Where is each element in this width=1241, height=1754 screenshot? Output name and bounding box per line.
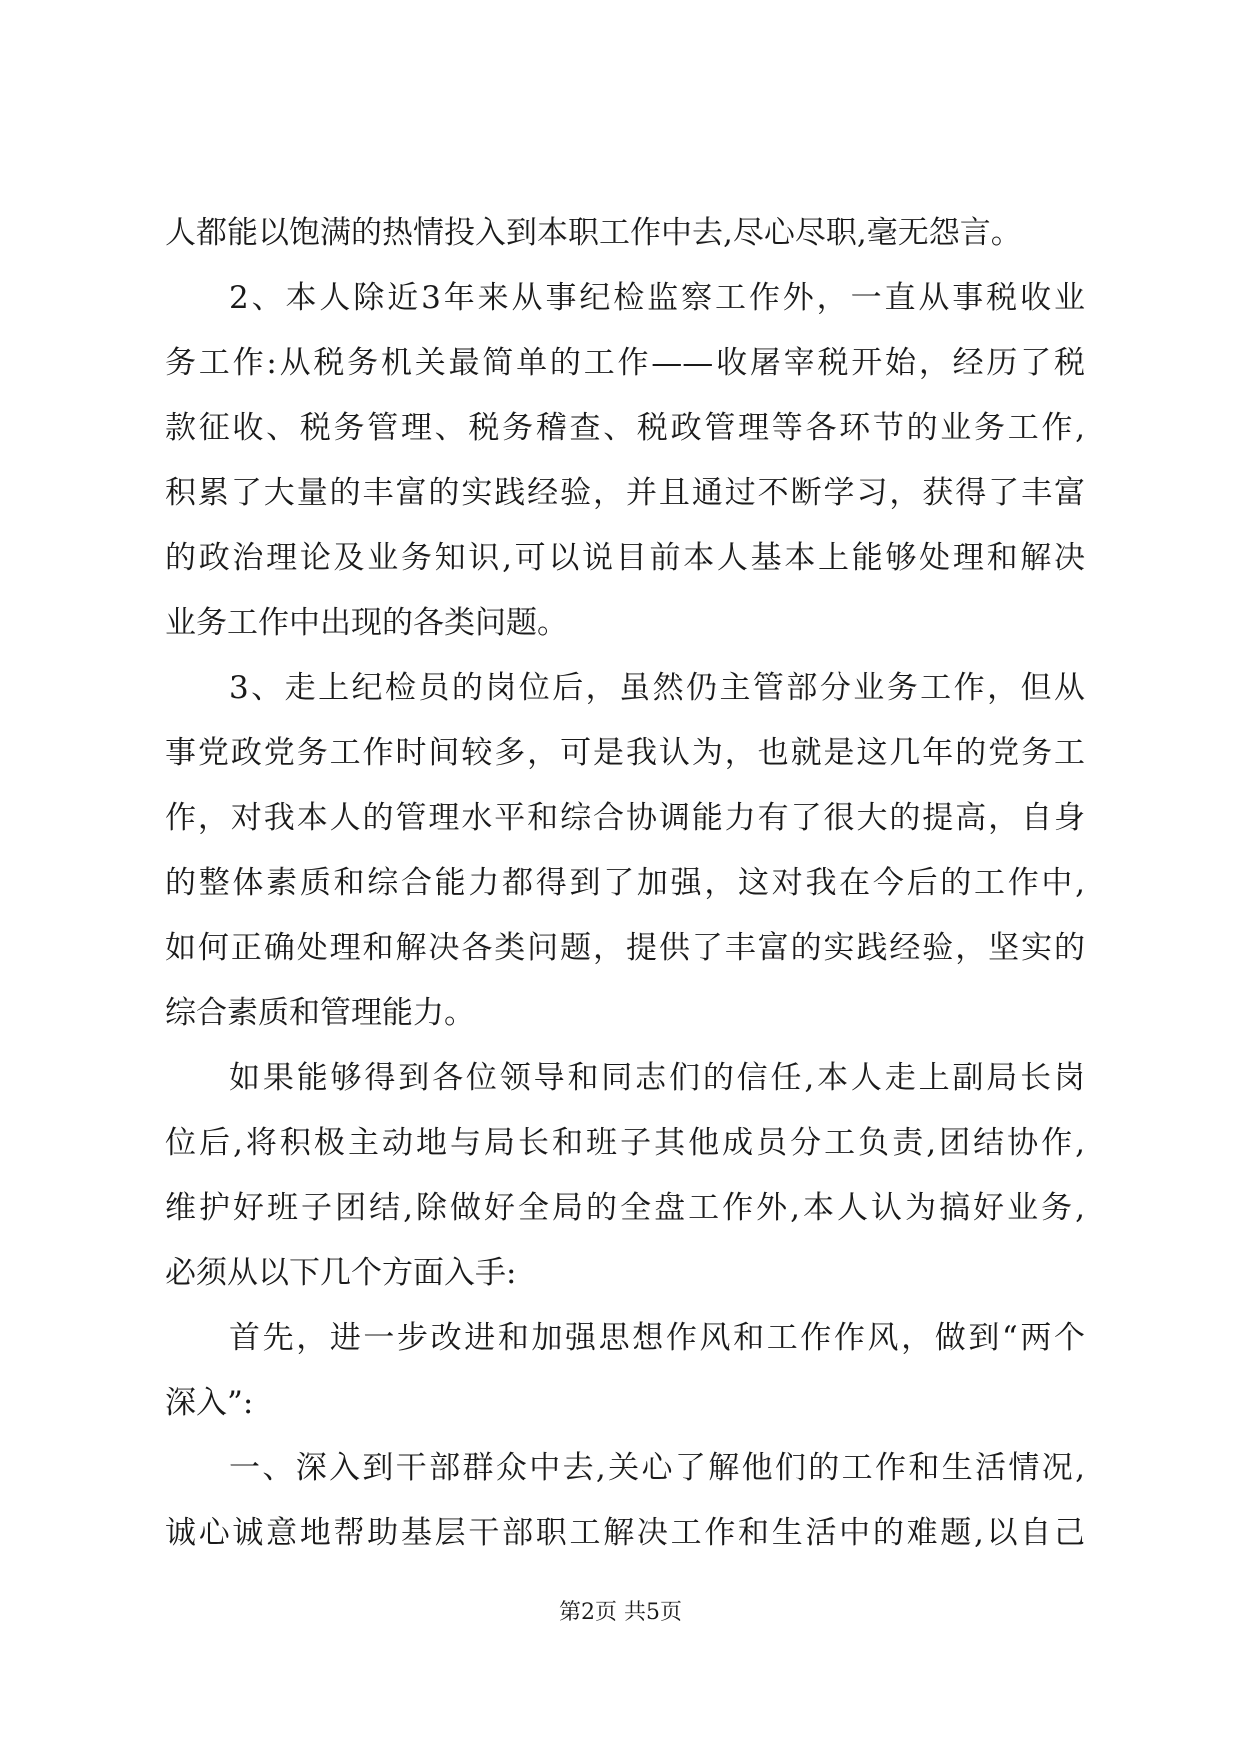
text-line: 必须从以下几个方面入手:	[165, 1255, 517, 1291]
text-line: 的政治理论及业务知识,可以说目前本人基本上能够处理和解决	[165, 540, 1085, 576]
text-line: 的整体素质和综合能力都得到了加强，这对我在今后的工作中,	[165, 865, 1085, 901]
text-line: 如何正确处理和解决各类问题，提供了丰富的实践经验，坚实的	[165, 930, 1085, 966]
text-line: 事党政党务工作时间较多，可是我认为，也就是这几年的党务工	[165, 735, 1085, 771]
text-line: 作，对我本人的管理水平和综合协调能力有了很大的提高，自身	[165, 800, 1085, 836]
text-line: 2、本人除近3年来从事纪检监察工作外，一直从事税收业	[229, 280, 1085, 316]
text-line: 维护好班子团结,除做好全局的全盘工作外,本人认为搞好业务,	[165, 1190, 1085, 1226]
text-line: 3、走上纪检员的岗位后，虽然仍主管部分业务工作，但从	[229, 670, 1085, 706]
text-line: 诚心诚意地帮助基层干部职工解决工作和生活中的难题,以自己	[165, 1515, 1085, 1551]
text-line: 业务工作中出现的各类问题。	[165, 605, 568, 641]
text-line: 积累了大量的丰富的实践经验，并且通过不断学习，获得了丰富	[165, 475, 1085, 511]
text-line: 人都能以饱满的热情投入到本职工作中去,尽心尽职,毫无怨言。	[165, 215, 1022, 251]
text-line: 款征收、税务管理、税务稽查、税政管理等各环节的业务工作,	[165, 410, 1085, 446]
text-line: 综合素质和管理能力。	[165, 995, 475, 1031]
text-line: 位后,将积极主动地与局长和班子其他成员分工负责,团结协作,	[165, 1125, 1085, 1161]
page-number-footer: 第2页 共5页	[559, 1600, 682, 1625]
body-text	[165, 201, 1085, 1566]
text-line: 深入”:	[165, 1385, 254, 1421]
text-line: 一、深入到干部群众中去,关心了解他们的工作和生活情况,	[229, 1450, 1085, 1486]
text-line: 如果能够得到各位领导和同志们的信任,本人走上副局长岗	[229, 1060, 1085, 1096]
text-line: 首先，进一步改进和加强思想作风和工作作风，做到“两个	[229, 1320, 1085, 1356]
text-line: 务工作:从税务机关最简单的工作——收屠宰税开始，经历了税	[165, 345, 1085, 381]
